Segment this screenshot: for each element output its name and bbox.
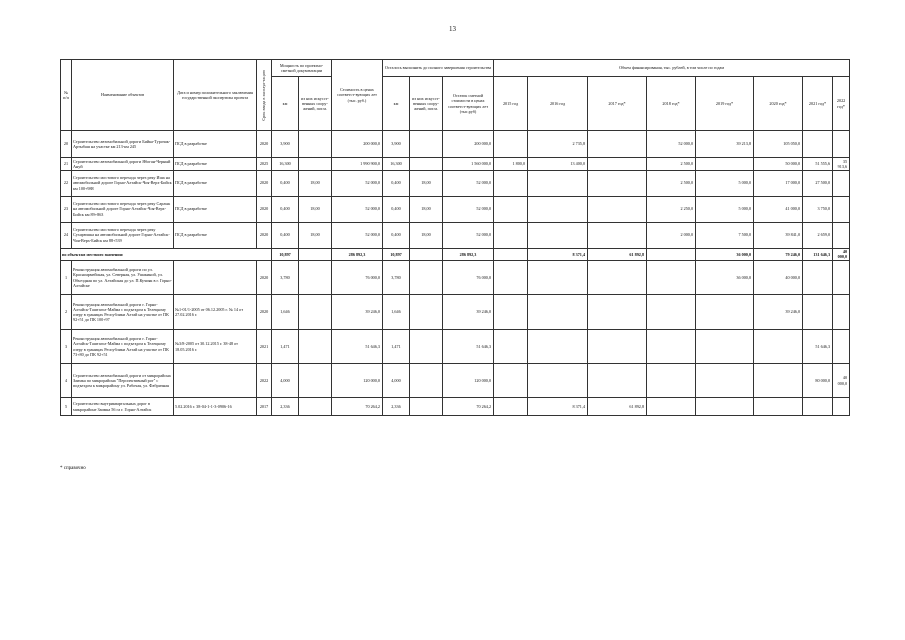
finance-2019: 5 000,0 <box>696 196 754 222</box>
remaining-cost: 200 000,0 <box>443 131 494 158</box>
remaining-bridges: 18,00 <box>410 170 443 196</box>
commission-year: 2020 <box>257 131 272 158</box>
finance-2017 <box>588 196 647 222</box>
finance-2019 <box>696 398 754 416</box>
col-done-bridges-header: из них искусст-венных соору-жений, пог.м. <box>410 77 443 131</box>
finance-2018 <box>647 398 696 416</box>
commission-year: 2020 <box>257 170 272 196</box>
remaining-bridges: 18,00 <box>410 222 443 248</box>
capacity-km: 1,471 <box>272 330 299 364</box>
estimated-cost: 1 990 900,0 <box>332 158 383 171</box>
row-number: 21 <box>61 158 72 171</box>
expertise-doc <box>174 364 257 398</box>
local-total-body <box>61 248 850 261</box>
capacity-km: 16,300 <box>272 158 299 171</box>
object-name: Строительство внутриквартальных дорог в микрорайоне Заимка 56 га г. Горно-Алтайск <box>72 398 174 416</box>
finance-2017 <box>588 261 647 295</box>
finance-2015 <box>494 330 528 364</box>
remaining-cost: 39 246,0 <box>443 295 494 330</box>
finance-2018: 2 000,0 <box>647 222 696 248</box>
col-done-km-header: км <box>383 77 410 131</box>
expertise-doc: ПСД в разработке <box>174 170 257 196</box>
table-row <box>61 158 850 171</box>
total-2020: 79 246,0 <box>754 248 803 261</box>
year-2022-header: 2022 год* <box>833 77 850 131</box>
finance-2016 <box>528 261 588 295</box>
finance-2021 <box>803 131 833 158</box>
total-done-bridges <box>410 248 443 261</box>
expertise-doc: 5.02.2016 г. 38-04-1-1-3-0906-16 <box>174 398 257 416</box>
remaining-cost: 1 560 000,0 <box>443 158 494 171</box>
total-remaining: 286 892,3 <box>443 248 494 261</box>
expertise-doc: ПСД в разработке <box>174 196 257 222</box>
capacity-bridges <box>299 158 332 171</box>
finance-2018 <box>647 364 696 398</box>
capacity-km: 4,000 <box>272 364 299 398</box>
table-row <box>61 364 850 398</box>
local-total-row <box>61 248 850 261</box>
year-2020-header: 2020 год* <box>754 77 803 131</box>
estimated-cost: 52 000,0 <box>332 170 383 196</box>
finance-2015 <box>494 170 528 196</box>
finance-2019 <box>696 330 754 364</box>
estimated-cost: 200 000,0 <box>332 131 383 158</box>
remaining-bridges <box>410 158 443 171</box>
finance-2018 <box>647 330 696 364</box>
finance-2015 <box>494 398 528 416</box>
finance-2020: 40 000,0 <box>754 261 803 295</box>
finance-2018 <box>647 295 696 330</box>
finance-2016 <box>528 222 588 248</box>
table-row <box>61 196 850 222</box>
expertise-doc: №1-01/1-2005 от 06.12.2005 г. № 14 от 27.02.2016 г. <box>174 295 257 330</box>
finance-2021 <box>803 295 833 330</box>
finance-2019 <box>696 158 754 171</box>
finance-2020: 41 000,0 <box>754 196 803 222</box>
row-number: 2 <box>61 295 72 330</box>
finance-2015 <box>494 295 528 330</box>
finance-2020: 39 246,0 <box>754 295 803 330</box>
remaining-km: 1,471 <box>383 330 410 364</box>
remaining-km: 0,400 <box>383 170 410 196</box>
total-2021: 131 646,3 <box>803 248 833 261</box>
capacity-km: 0,400 <box>272 170 299 196</box>
commission-year: 2020 <box>257 295 272 330</box>
remaining-cost: 52 000,0 <box>443 222 494 248</box>
finance-2016: 2 735,8 <box>528 131 588 158</box>
commission-year: 2021 <box>257 330 272 364</box>
remaining-bridges <box>410 330 443 364</box>
finance-2021: 80 000,0 <box>803 364 833 398</box>
finance-2022 <box>833 131 850 158</box>
done-group-header: Осталось выполнить до полного завершения строительства <box>383 60 494 77</box>
finance-2015 <box>494 131 528 158</box>
remaining-km: 0,400 <box>383 196 410 222</box>
remaining-cost: 52 000,0 <box>443 196 494 222</box>
remaining-bridges <box>410 398 443 416</box>
finance-2018 <box>647 261 696 295</box>
row-number: 23 <box>61 196 72 222</box>
col-remaining-cost-header: Остаток сметной стоимости в ценах соответст-вующих лет (тыс.руб) <box>443 77 494 131</box>
total-label: по объектам местного значения: <box>61 248 272 261</box>
object-name: Строительство автомобильной дороги Бийка-Турочак-Артыбаш на участке км 213-км 245 <box>72 131 174 158</box>
remaining-cost: 120 000,0 <box>443 364 494 398</box>
remaining-km: 2,336 <box>383 398 410 416</box>
finance-2020 <box>754 398 803 416</box>
remaining-km: 4,000 <box>383 364 410 398</box>
finance-2018: 2 500,0 <box>647 158 696 171</box>
row-number: 3 <box>61 330 72 364</box>
table-row <box>61 330 850 364</box>
total-2018 <box>647 248 696 261</box>
row-number: 20 <box>61 131 72 158</box>
regional-objects-body <box>61 131 850 249</box>
finance-2017 <box>588 170 647 196</box>
finance-2022 <box>833 295 850 330</box>
year-2021-header: 2021 год* <box>803 77 833 131</box>
col-name-header: Наименование объектов <box>72 60 174 131</box>
finance-2019: 5 000,0 <box>696 170 754 196</box>
row-number: 22 <box>61 170 72 196</box>
finance-2015 <box>494 222 528 248</box>
finance-2021 <box>803 261 833 295</box>
expertise-doc: ПСД в разработке <box>174 222 257 248</box>
finance-2015 <box>494 261 528 295</box>
table-row <box>61 295 850 330</box>
total-2022: 40 000,0 <box>833 248 850 261</box>
finance-2017: 61 892,8 <box>588 398 647 416</box>
finance-2022 <box>833 330 850 364</box>
capacity-km: 3,900 <box>272 131 299 158</box>
finance-2017 <box>588 131 647 158</box>
finance-2020: 39 841,0 <box>754 222 803 248</box>
finance-2017 <box>588 158 647 171</box>
finance-2022 <box>833 196 850 222</box>
finance-2022: 40 000,0 <box>833 364 850 398</box>
finance-2020: 50 000,0 <box>754 158 803 171</box>
finance-2017 <box>588 330 647 364</box>
object-name: Строительство автомобильной дороги Ябоган-Черный Ануй <box>72 158 174 171</box>
finance-2019: 39 213,8 <box>696 131 754 158</box>
total-2017: 61 892,8 <box>588 248 647 261</box>
finance-2021 <box>803 398 833 416</box>
capacity-group-header: Мощность по проектно-сметной документации <box>272 60 332 77</box>
object-name: Строительство мостового перехода через реку Сухарюшка на автомобильной дороге Горно-Алтайск-Чоя-Верх-Бийск км 88+539 <box>72 222 174 248</box>
expertise-doc: №3/8-2005 от 30.12.2015 г. 38-48 от 18.05.2016 г. <box>174 330 257 364</box>
finance-2016 <box>528 364 588 398</box>
table-row <box>61 398 850 416</box>
capacity-km: 1,646 <box>272 295 299 330</box>
finance-2015 <box>494 364 528 398</box>
capacity-bridges <box>299 330 332 364</box>
finance-2019: 36 000,0 <box>696 261 754 295</box>
remaining-bridges <box>410 131 443 158</box>
row-number: 1 <box>61 261 72 295</box>
finance-2018: 2 250,0 <box>647 196 696 222</box>
finance-2018: 52 000,0 <box>647 131 696 158</box>
capacity-bridges <box>299 131 332 158</box>
finance-2021: 3 750,0 <box>803 196 833 222</box>
finance-2020: 105 050,0 <box>754 131 803 158</box>
commission-year: 2022 <box>257 364 272 398</box>
finance-2016 <box>528 330 588 364</box>
capacity-bridges <box>299 364 332 398</box>
cost-group-header: Стоимость в ценах соответст-вующих лет (тыс. руб.) <box>332 60 383 131</box>
finance-2016 <box>528 170 588 196</box>
finance-table <box>60 59 850 416</box>
finance-2019 <box>696 364 754 398</box>
remaining-km: 16,300 <box>383 158 410 171</box>
col-bridges-header: из них искусст-венных соору-жений, пог.м. <box>299 77 332 131</box>
footnote: * справочно <box>60 466 86 471</box>
remaining-bridges: 18,00 <box>410 196 443 222</box>
finance-2017 <box>588 364 647 398</box>
year-2019-header: 2019 год* <box>696 77 754 131</box>
table-row <box>61 261 850 295</box>
row-number: 4 <box>61 364 72 398</box>
finance-2022 <box>833 170 850 196</box>
year-2015-header: 2015 год <box>494 77 528 131</box>
estimated-cost: 51 646,3 <box>332 330 383 364</box>
total-done-km: 10,897 <box>383 248 410 261</box>
remaining-cost: 51 646,3 <box>443 330 494 364</box>
total-cost: 286 892,3 <box>332 248 383 261</box>
finance-2019 <box>696 295 754 330</box>
finance-2018: 2 500,0 <box>647 170 696 196</box>
object-name: Строительство автомобильной дороги от микрорайона Заимка по микрорайона "Перспективный рог" с подъездом к микрорайону ул. Рабочая, ул. Фабричная <box>72 364 174 398</box>
year-2017-header: 2017 год* <box>588 77 647 131</box>
finance-2021: 2 659,0 <box>803 222 833 248</box>
remaining-km: 0,400 <box>383 222 410 248</box>
finance-2021: 27 500,0 <box>803 170 833 196</box>
year-2016-header: 2016 год <box>528 77 588 131</box>
remaining-cost: 70 264,2 <box>443 398 494 416</box>
page-number: 13 <box>449 25 456 33</box>
estimated-cost: 52 000,0 <box>332 222 383 248</box>
remaining-cost: 52 000,0 <box>443 170 494 196</box>
finance-2015 <box>494 196 528 222</box>
capacity-bridges: 18,00 <box>299 196 332 222</box>
finance-2021: 51 646,3 <box>803 330 833 364</box>
object-name: Реконструкция автомобильной дороги г. Горно-Алтайск-Таштагол-Майма с подъездом к Телецкому озеру в границах Республики Алтай на участке от ПК 73+80 до ПК 92+51 <box>72 330 174 364</box>
finance-2019: 7 500,0 <box>696 222 754 248</box>
finance-2022 <box>833 398 850 416</box>
object-name: Строительство мостового перехода через реку Ишa на автомобильной дороге Горно-Алтайск-Чоя-Верх-Бийск км 100+988 <box>72 170 174 196</box>
local-objects-body <box>61 261 850 416</box>
finance-2016: 8 371,4 <box>528 398 588 416</box>
capacity-km: 0,400 <box>272 196 299 222</box>
capacity-bridges <box>299 398 332 416</box>
finance-2016 <box>528 295 588 330</box>
total-2016: 8 371,4 <box>528 248 588 261</box>
table-row <box>61 222 850 248</box>
remaining-bridges <box>410 295 443 330</box>
capacity-km: 2,336 <box>272 398 299 416</box>
object-name: Строительство мостового перехода через реку Сарлык на автомобильной дороге Горно-Алтайск-Чоя-Верх-Бийск км 89+863 <box>72 196 174 222</box>
finance-2016 <box>528 196 588 222</box>
row-number: 24 <box>61 222 72 248</box>
remaining-bridges <box>410 364 443 398</box>
total-2019: 36 000,0 <box>696 248 754 261</box>
row-number: 5 <box>61 398 72 416</box>
finance-2020: 17 000,0 <box>754 170 803 196</box>
col-km-header: км <box>272 77 299 131</box>
remaining-km: 3,780 <box>383 261 410 295</box>
finance-2016: 13 400,0 <box>528 158 588 171</box>
capacity-bridges: 18,00 <box>299 222 332 248</box>
expertise-doc: ПСД в разработке <box>174 158 257 171</box>
col-num-header: № п/п <box>61 60 72 131</box>
finance-2021: 51 555,6 <box>803 158 833 171</box>
remaining-cost: 76 000,0 <box>443 261 494 295</box>
remaining-bridges <box>410 261 443 295</box>
finance-group-header: Объем финансирования, тыс. рублей, в том числе по годам <box>494 60 850 77</box>
estimated-cost: 70 264,2 <box>332 398 383 416</box>
commission-year: 2025 <box>257 158 272 171</box>
commission-year: 2020 <box>257 261 272 295</box>
estimated-cost: 39 246,0 <box>332 295 383 330</box>
capacity-bridges <box>299 261 332 295</box>
capacity-km: 3,780 <box>272 261 299 295</box>
remaining-km: 3,900 <box>383 131 410 158</box>
finance-2022 <box>833 261 850 295</box>
expertise-doc <box>174 261 257 295</box>
commission-year: 2017 <box>257 398 272 416</box>
table-row <box>61 131 850 158</box>
estimated-cost: 120 000,0 <box>332 364 383 398</box>
finance-2020 <box>754 364 803 398</box>
table-row <box>61 170 850 196</box>
commission-year: 2020 <box>257 222 272 248</box>
col-doc-header: Дата и номер положительного заключения государственной экспертизы проекта <box>174 60 257 131</box>
col-year-header: Срок ввода в эксплуа-тацию <box>257 60 272 131</box>
estimated-cost: 52 000,0 <box>332 196 383 222</box>
finance-2020 <box>754 330 803 364</box>
remaining-km: 1,646 <box>383 295 410 330</box>
year-2018-header: 2018 год* <box>647 77 696 131</box>
object-name: Реконструкция автомобильной дороги по ул. Красноармейская, ул. Северная, ул. Ушакиной, ул. Объездная по ул. Алтайская до ул. П.Кучияк в г. Горно-Алтайске <box>72 261 174 295</box>
total-km: 10,897 <box>272 248 299 261</box>
finance-2015: 1 800,0 <box>494 158 528 171</box>
finance-2017 <box>588 295 647 330</box>
finance-2022 <box>833 222 850 248</box>
total-2015 <box>494 248 528 261</box>
finance-table-sheet <box>60 59 848 416</box>
capacity-bridges: 18,00 <box>299 170 332 196</box>
capacity-bridges <box>299 295 332 330</box>
capacity-km: 0,400 <box>272 222 299 248</box>
estimated-cost: 76 000,0 <box>332 261 383 295</box>
object-name: Реконструкция автомобильной дороги г. Горно-Алтайск-Таштагол-Майма с подъездом к Телецкому озеру в границах Республики Алтай на участке от ПК 92+51 до ПК 100+97 <box>72 295 174 330</box>
commission-year: 2020 <box>257 196 272 222</box>
finance-2017 <box>588 222 647 248</box>
expertise-doc: ПСД в разработке <box>174 131 257 158</box>
finance-2022: 35 913,6 <box>833 158 850 171</box>
total-bridges <box>299 248 332 261</box>
